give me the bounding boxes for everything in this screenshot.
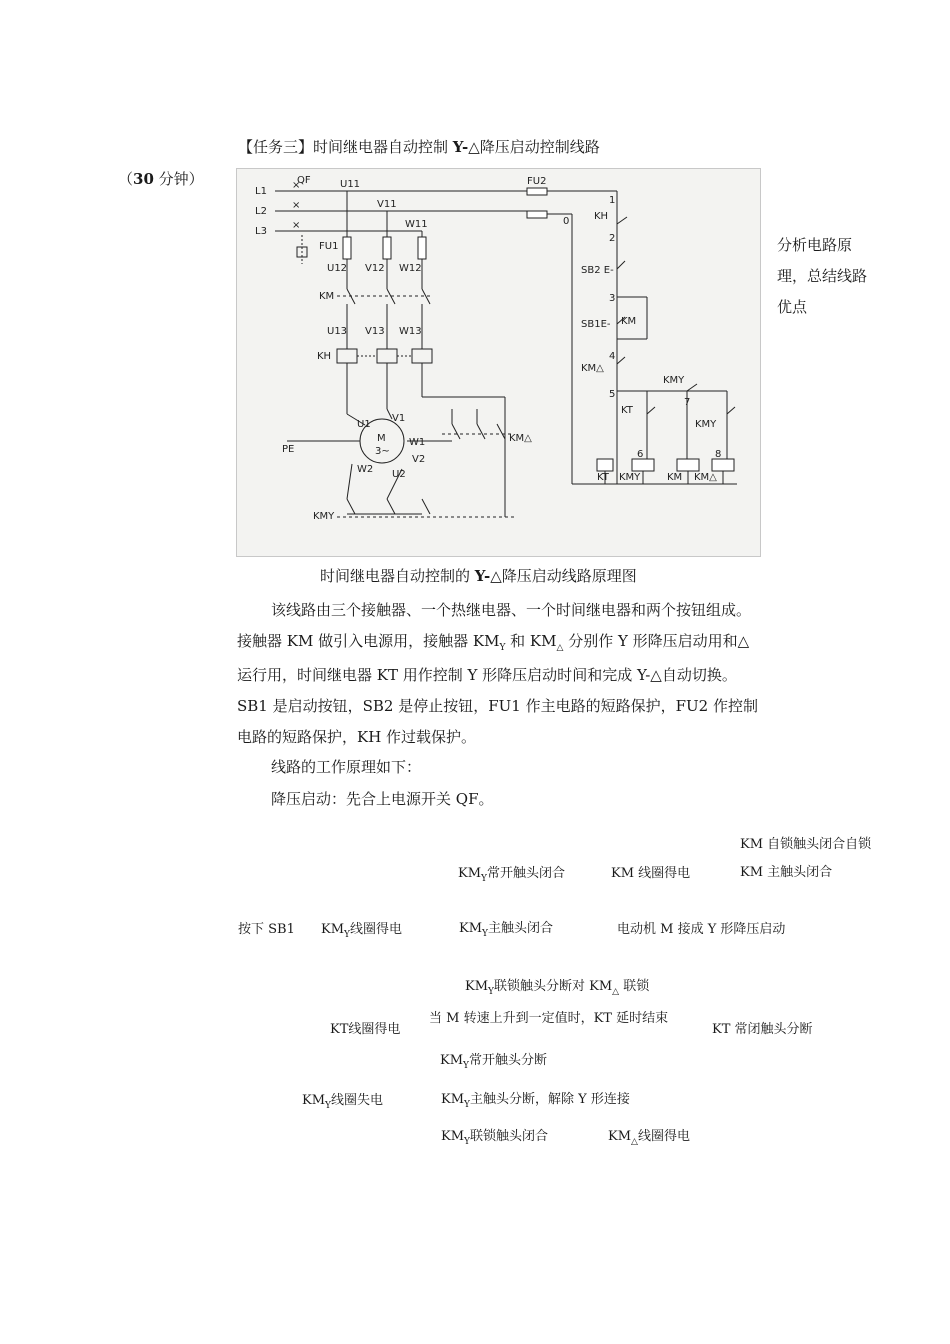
- flow-text: 线圈得电: [637, 1129, 690, 1144]
- flow-text: KM: [321, 922, 345, 937]
- para-sub: Y: [499, 643, 506, 653]
- qf-x1: ×: [292, 180, 301, 191]
- label-coil-KMY: KMY: [619, 472, 641, 483]
- flow-text: KM: [459, 921, 483, 936]
- circuit-diagram: [236, 168, 761, 557]
- label-QF: QF: [297, 175, 311, 186]
- label-U1: U1: [357, 419, 371, 430]
- label-node-0: 0: [563, 216, 570, 227]
- start-instruction: 降压启动：先合上电源开关 QF。: [271, 790, 494, 808]
- label-node-4: 4: [609, 351, 616, 362]
- label-KMY-top: KMY: [663, 375, 685, 386]
- task-title: [238, 136, 600, 157]
- label-W13: W13: [399, 326, 422, 337]
- flow-sub: Y: [488, 987, 494, 997]
- flow-km-main-close: KM 主触头闭合: [740, 865, 833, 880]
- label-M3: 3~: [375, 446, 390, 457]
- flow-kt-nc-open: KT 常闭触头分断: [712, 1022, 813, 1037]
- flow-text: 联锁触头闭合: [469, 1129, 548, 1144]
- flow-text: 线圈失电: [330, 1093, 383, 1108]
- label-KM-Y: KMY: [313, 511, 335, 522]
- label-M: M: [377, 433, 386, 444]
- flow-text: KM: [441, 1129, 465, 1144]
- duration-value: 30: [133, 170, 154, 188]
- label-PE: PE: [282, 444, 295, 455]
- flow-kmy-interlock: [465, 975, 650, 997]
- label-V2: V2: [412, 454, 426, 465]
- flow-kt-coil-on: KT线圈得电: [330, 1022, 401, 1037]
- flow-kmy-main-open: [441, 1088, 630, 1110]
- title-part: 时间继电器自动控制: [313, 138, 453, 156]
- flow-text: KM: [608, 1129, 632, 1144]
- flow-text: KM: [441, 1092, 465, 1107]
- caption-part: 降压启动线路原理图: [501, 567, 637, 585]
- label-coil-KT: KT: [597, 472, 609, 483]
- duration-unit: 分钟）: [153, 170, 204, 188]
- label-KT-contact: KT: [621, 405, 633, 416]
- title-part: 降压启动控制线路: [479, 138, 600, 156]
- flow-km-coil-on: KM 线圈得电: [611, 866, 691, 881]
- flow-sub: Y: [344, 930, 350, 940]
- label-SB2: SB2 E-: [581, 265, 614, 276]
- description-paragraph: [237, 595, 762, 753]
- flow-kmd-coil-on: [608, 1125, 690, 1147]
- title-bold: Y-△: [452, 138, 480, 156]
- flow-motor-y-start: 电动机 M 接成 Y 形降压启动: [617, 922, 786, 937]
- flow-text: 联锁触头分断对 KM: [493, 979, 613, 994]
- flow-sub: Y: [464, 1100, 470, 1110]
- qf-x3: ×: [292, 220, 301, 231]
- flow-kmy-main-close: [459, 917, 553, 939]
- label-KH: KH: [317, 351, 332, 362]
- flow-text: 主触头闭合: [487, 921, 553, 936]
- flow-sub: Y: [482, 929, 488, 939]
- para-sub: △: [556, 643, 564, 653]
- para-text: 和 KM: [505, 632, 557, 650]
- flow-sub: Y: [464, 1137, 470, 1147]
- label-node-2: 2: [609, 233, 616, 244]
- label-KMY-nc: KMY: [695, 419, 717, 430]
- para-text: 该线路由三个接触器、一个热继电器、一个时间继电器和两个按钮组成。接触器 KM 做引入电源用，接触器 KM: [237, 601, 752, 650]
- label-U11: U11: [340, 179, 361, 190]
- flow-kmy-coil-off: [302, 1089, 383, 1111]
- label-V11: V11: [377, 199, 397, 210]
- caption-bold: Y-△: [474, 567, 502, 585]
- para-text: 分别作 Y 形降压启动用和△运行用，时间继电器 KT 用作控制 Y 形降压启动时间和完成 Y-△自动切换。SB1 是启动按钮，SB2 是停止按钮，FU1 作主电路的短路保护，FU2 作控制电路的短路保护，KH 作过载保护。: [237, 632, 758, 746]
- flow-text: 常开触头闭合: [486, 866, 565, 881]
- duration: [118, 168, 204, 189]
- flow-sub: Y: [481, 874, 487, 884]
- label-W2: W2: [357, 464, 374, 475]
- flow-speed-rise: 当 M 转速上升到一定值时，KT 延时结束: [429, 1011, 669, 1026]
- label-U12: U12: [327, 263, 348, 274]
- task-label: 【任务三】: [238, 138, 314, 156]
- flow-text: KM: [440, 1053, 464, 1068]
- flow-km-self-lock: KM 自锁触头闭合自锁: [740, 837, 872, 852]
- label-node-6: 6: [637, 449, 644, 460]
- flow-text: 线圈得电: [349, 922, 402, 937]
- flow-kmy-coil-on: [321, 918, 402, 940]
- label-V12: V12: [365, 263, 385, 274]
- label-node-5: 5: [609, 389, 616, 400]
- label-KMd-nc: KM△: [581, 363, 604, 374]
- flow-text: KM: [458, 866, 482, 881]
- label-W1: W1: [409, 437, 426, 448]
- flow-text: KM: [302, 1093, 326, 1108]
- label-node-3: 3: [609, 293, 616, 304]
- flow-kmy-il-close: [441, 1125, 548, 1147]
- flow-kmy-no-close: [458, 862, 565, 884]
- label-W12: W12: [399, 263, 422, 274]
- diagram-caption: [320, 565, 637, 586]
- flow-sub: Y: [325, 1101, 331, 1111]
- label-L3: L3: [255, 226, 267, 237]
- flow-text: KM: [465, 979, 489, 994]
- label-KH-ctrl: KH: [594, 211, 609, 222]
- label-U2: U2: [392, 469, 406, 480]
- label-node-8: 8: [715, 449, 722, 460]
- principle-title: 线路的工作原理如下：: [271, 758, 422, 776]
- label-coil-KMd: KM△: [694, 472, 717, 483]
- flow-sub: △: [612, 987, 620, 997]
- flow-sub: Y: [463, 1061, 469, 1071]
- label-W11: W11: [405, 219, 428, 230]
- flow-sub: △: [631, 1137, 638, 1147]
- label-FU1: FU1: [319, 241, 339, 252]
- label-V13: V13: [365, 326, 385, 337]
- label-KM-hold: KM: [621, 316, 637, 327]
- label-V1: V1: [392, 413, 406, 424]
- label-FU2: FU2: [527, 176, 547, 187]
- flow-text: 主触头分断，解除 Y 形连接: [469, 1092, 630, 1107]
- label-node-1: 1: [609, 195, 616, 206]
- label-coil-KM: KM: [667, 472, 683, 483]
- caption-part: 时间继电器自动控制的: [320, 567, 475, 585]
- label-SB1: SB1E-: [581, 319, 611, 330]
- flow-text: 联锁: [619, 979, 650, 994]
- flow-kmy-no-open: [440, 1049, 547, 1071]
- label-KM-delta: KM△: [509, 433, 532, 444]
- circuit-schematic: [237, 169, 760, 556]
- flow-press-sb1: 按下 SB1: [238, 922, 295, 937]
- label-KM: KM: [319, 291, 335, 302]
- flow-text: 常开触头分断: [468, 1053, 547, 1068]
- qf-x2: ×: [292, 200, 301, 211]
- label-L2: L2: [255, 206, 267, 217]
- label-node-7: 7: [684, 397, 691, 408]
- side-note: 分析电路原理，总结线路优点: [777, 236, 868, 316]
- label-U13: U13: [327, 326, 348, 337]
- duration-paren: （: [118, 170, 134, 188]
- label-L1: L1: [255, 186, 267, 197]
